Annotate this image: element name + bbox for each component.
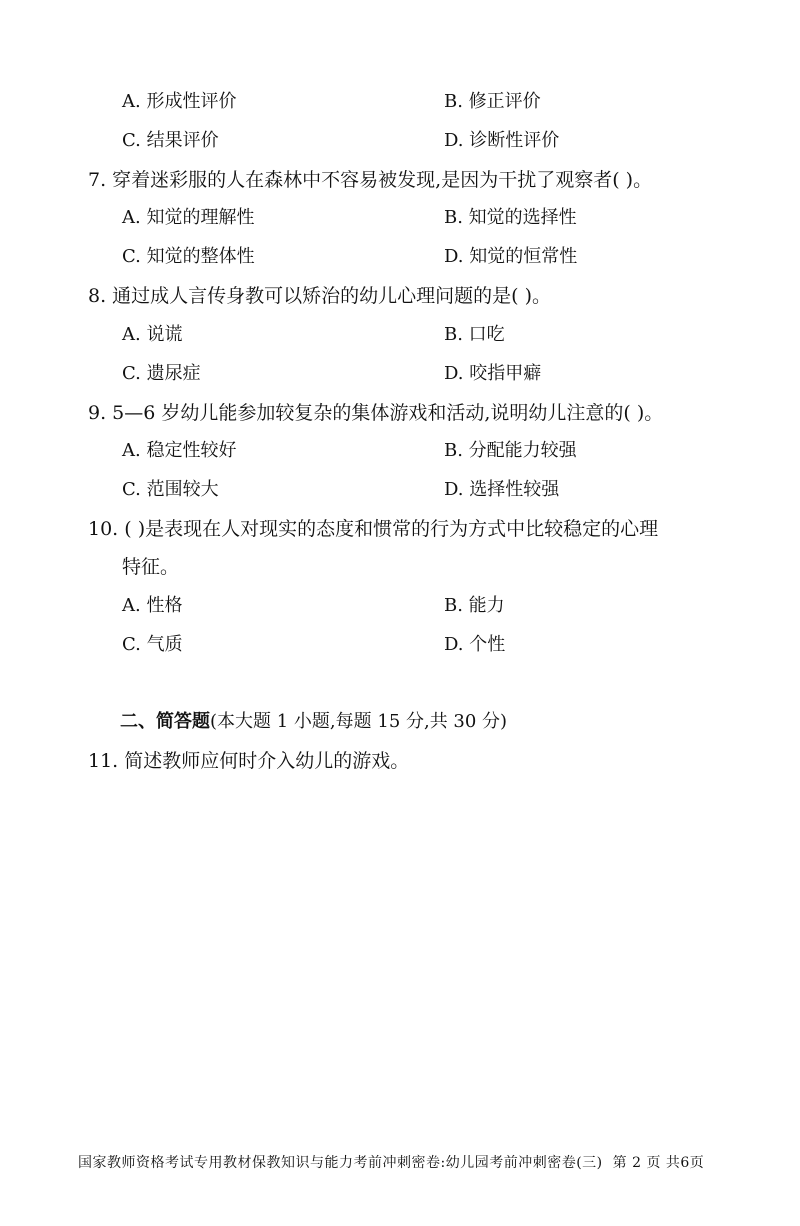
q10-stem-line1: 10. ( )是表现在人对现实的态度和惯常的行为方式中比较稳定的心理 [88,518,659,540]
q8-stem: 8. 通过成人言传身教可以矫治的幼儿心理问题的是( )。 [88,285,552,307]
section-heading-note: (本大题 1 小题,每题 15 分,共 30 分) [210,711,508,732]
q10-option-d: D. 个性 [444,634,506,655]
q8-option-c: C. 遗尿症 [122,363,201,384]
section-heading [120,710,507,734]
q8-option-a: A. 说谎 [122,324,183,345]
q7-stem: 7. 穿着迷彩服的人在森林中不容易被发现,是因为干扰了观察者( )。 [88,169,653,191]
q10-stem-line2: 特征。 [122,556,180,578]
q7-option-a: A. 知觉的理解性 [122,207,255,228]
q9-stem: 9. 5—6 岁幼儿能参加较复杂的集体游戏和活动,说明幼儿注意的( )。 [88,402,664,424]
q9-option-d: D. 选择性较强 [444,479,560,500]
section-heading-title: 二、简答题 [120,711,210,732]
q8-option-d: D. 咬指甲癖 [444,363,542,384]
q6-option-b: B. 修正评价 [444,91,541,112]
q7-option-b: B. 知觉的选择性 [444,207,577,228]
q6-option-d: D. 诊断性评价 [444,130,560,151]
q7-option-c: C. 知觉的整体性 [122,246,255,267]
q7-option-d: D. 知觉的恒常性 [444,246,578,267]
q9-option-b: B. 分配能力较强 [444,440,577,461]
q11-stem: 11. 简述教师应何时介入幼儿的游戏。 [88,750,410,772]
q8-option-b: B. 口吃 [444,324,505,345]
footer-page-number: 第 2 页 共6页 [612,1155,705,1171]
q9-option-a: A. 稳定性较好 [122,440,237,461]
q10-option-a: A. 性格 [122,595,183,616]
q10-option-b: B. 能力 [444,595,505,616]
page-footer [78,1152,748,1172]
q10-option-c: C. 气质 [122,634,183,655]
q9-option-c: C. 范围较大 [122,479,219,500]
q6-option-c: C. 结果评价 [122,130,219,151]
footer-book-title: 国家教师资格考试专用教材保教知识与能力考前冲刺密卷:幼儿园考前冲刺密卷(三) [78,1155,603,1171]
q6-option-a: A. 形成性评价 [122,91,237,112]
